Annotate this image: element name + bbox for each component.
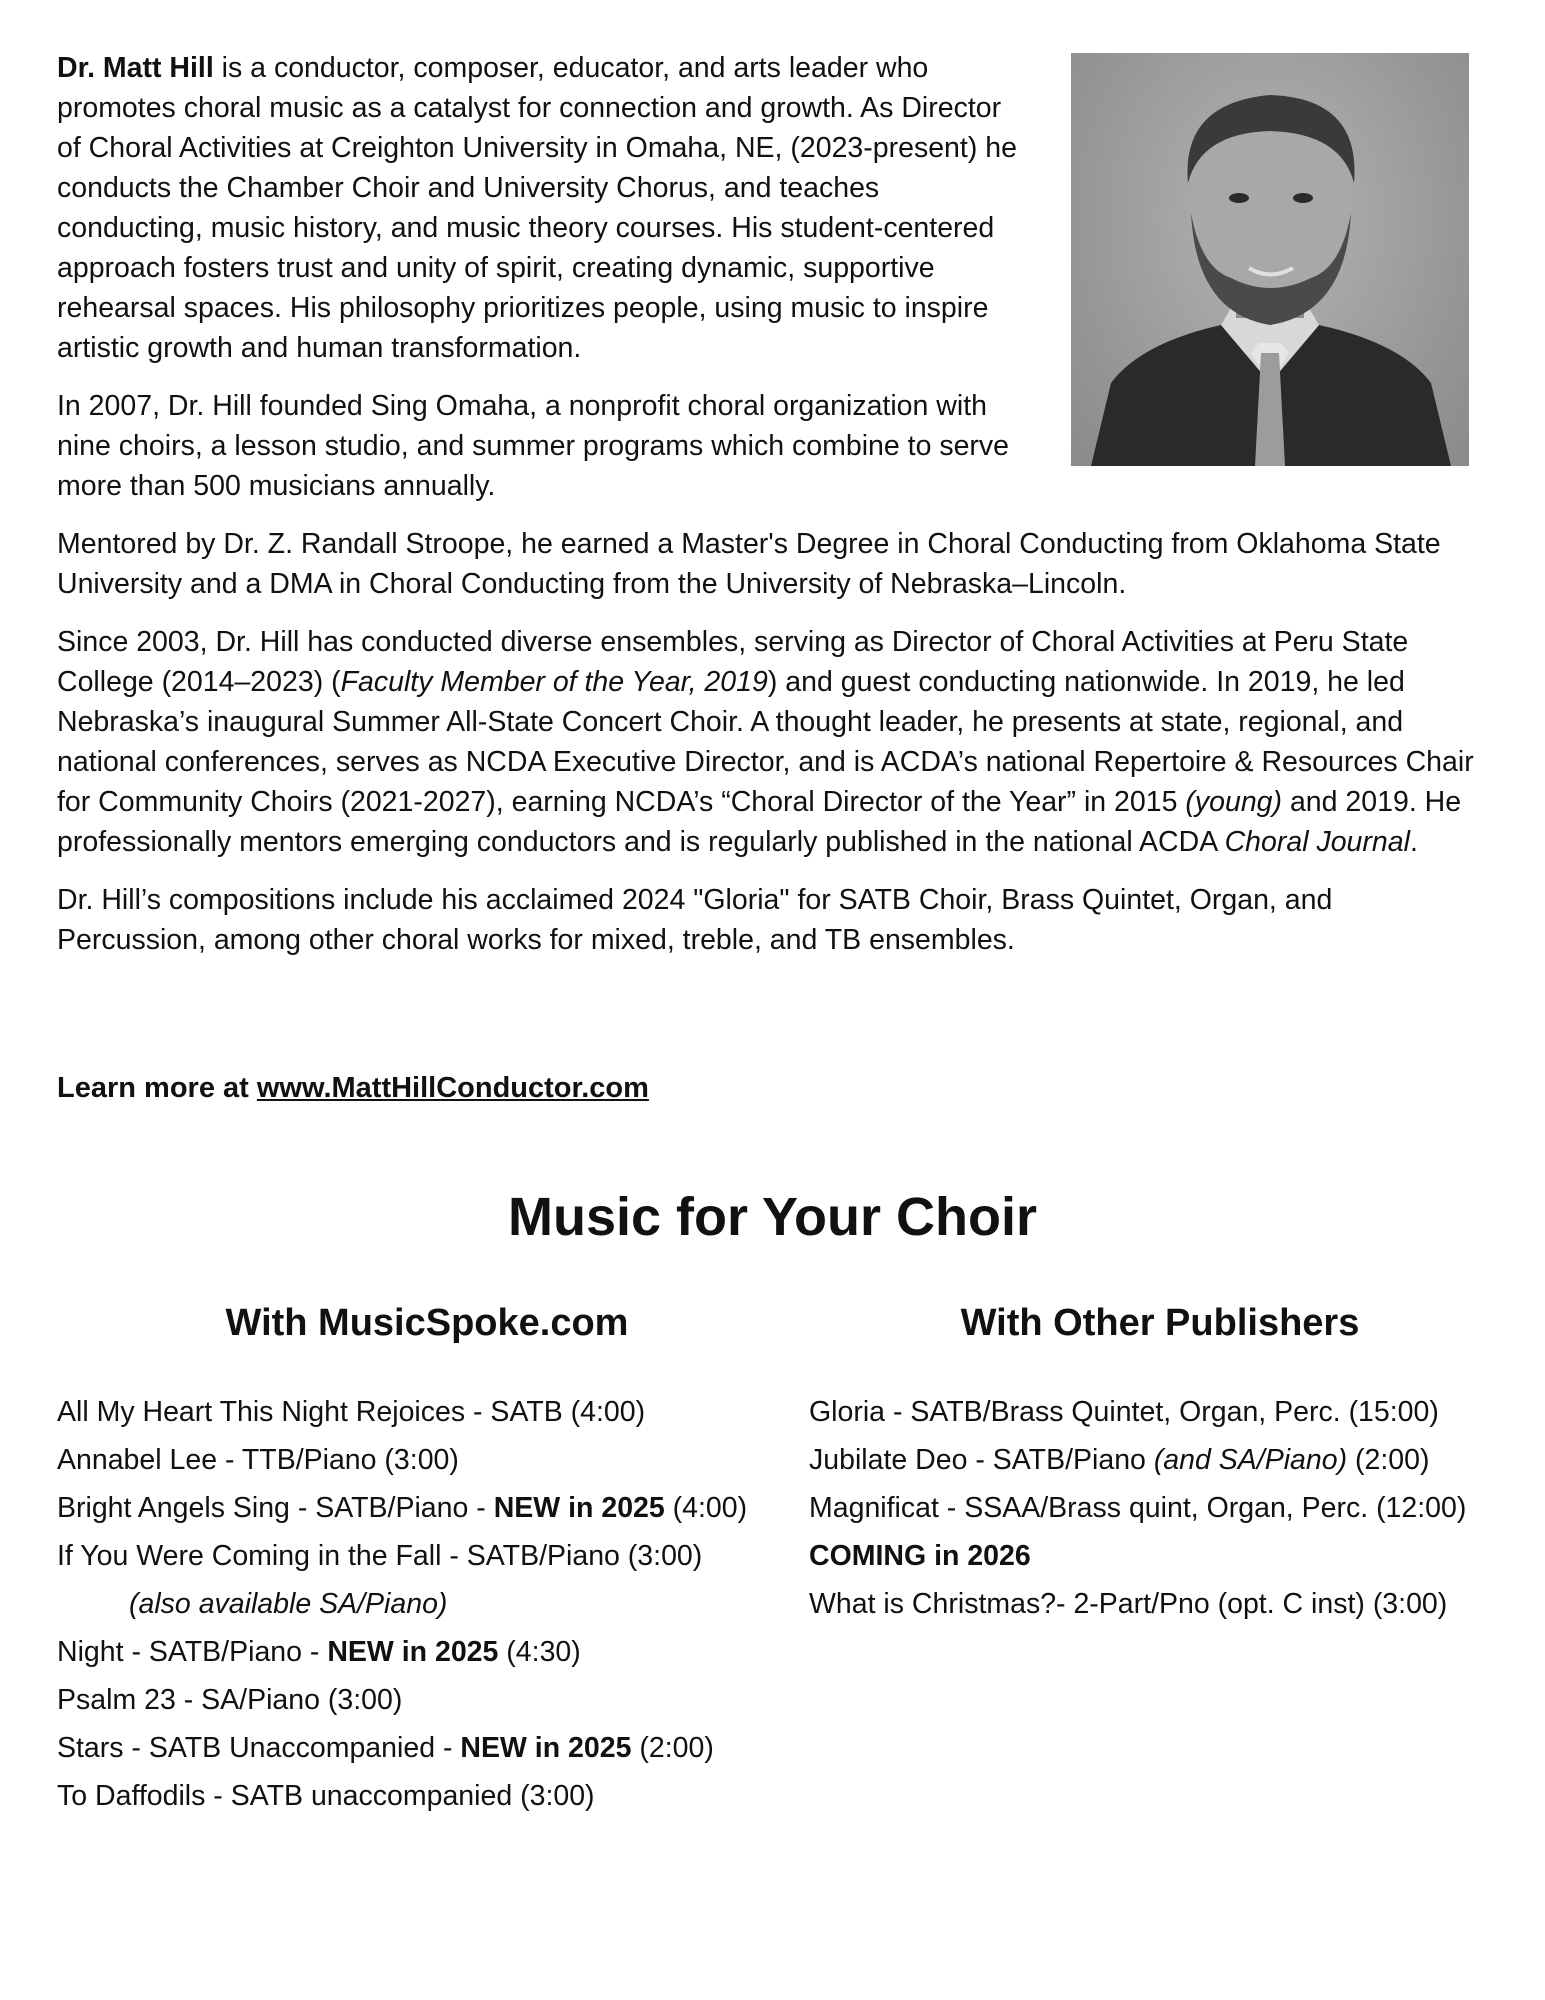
list-item-variant: (and SA/Piano) [1153,1444,1348,1476]
music-section-title: Music for Your Choir [507,1187,1038,1247]
list-item-text: Night - SATB/Piano - [57,1636,328,1668]
other-publishers-list [809,1388,1545,1628]
bio-young: (young) [1185,786,1283,818]
bio-paragraph-5: Dr. Hill’s compositions include his acclaimed 2024 "Gloria" for SATB Choir, Brass Quintet, Organ, and Percussion, among other choral works for mixed, treble, and TB ensembles. [57,884,1333,956]
learn-more [57,1072,649,1105]
musicspoke-heading: With MusicSpoke.com [225,1302,629,1344]
list-item: What is Christmas?- 2-Part/Pno (opt. C inst) (3:00) [809,1588,1448,1620]
list-item [57,1628,797,1676]
list-item: Magnificat - SSAA/Brass quint, Organ, Perc. (12:00) [809,1492,1467,1524]
bio-p1-text: is a conductor, composer, educator, and arts leader who promotes choral music as a catalyst for connection and growth. As Director of Choral Activities at Creighton University in Omaha, NE, (2023-present) he conducts the Chamber Choir and University Chorus, and teaches conducting, music history, and music theory courses. His student-centered approach fosters trust and unity of spirit, creating dynamic, supportive rehearsal spaces. His philosophy prioritizes people, using music to inspire artistic growth and human transformation. [57,52,1017,364]
list-item-duration: (2:00) [1347,1444,1430,1476]
list-item-note [57,1580,797,1628]
new-badge: NEW in 2025 [327,1636,499,1668]
list-item-duration: (2:00) [631,1732,714,1764]
list-item [57,1724,797,1772]
list-item: To Daffodils - SATB unaccompanied (3:00) [57,1780,595,1812]
list-item: Gloria - SATB/Brass Quintet, Organ, Perc. (15:00) [809,1396,1439,1428]
portrait-illustration [1071,53,1469,466]
list-item [57,1484,797,1532]
bio-paragraph-3: Mentored by Dr. Z. Randall Stroope, he earned a Master's Degree in Choral Conducting from Oklahoma State University and a DMA in Choral Conducting from the University of Nebraska–Lincoln. [57,528,1441,600]
list-item: Psalm 23 - SA/Piano (3:00) [57,1684,403,1716]
bio-p4-d: . [1409,826,1418,858]
bio-paragraph-4 [57,622,1477,862]
bio-paragraph-2: In 2007, Dr. Hill founded Sing Omaha, a nonprofit choral organization with nine choirs, a lesson studio, and summer programs which combine to serve more than 500 musicians annually. [57,390,1010,502]
list-item: All My Heart This Night Rejoices - SATB (4:00) [57,1396,646,1428]
new-badge: NEW in 2025 [460,1732,632,1764]
bio-p4-b: ) and guest conducting nationwide. In 2019, he led Nebraska’s inaugural Summer All-State Concert Choir. A thought leader, he presents at state, regional, and national conferences, serves as NCDA Executive Director, and is ACDA’s national Repertoire & Resources Chair for Community Choirs (2021-2027), earning NCDA’s “Choral Director of the Year” in 2015 [57,666,1474,818]
list-item-duration: (4:30) [498,1636,581,1668]
portrait-photo [1071,53,1469,466]
bio-p4-a: Since 2003, Dr. Hill has conducted diverse ensembles, serving as Director of Choral Activities at Peru State College (2014–2023) ( [57,626,1409,698]
list-item-text: Stars - SATB Unaccompanied - [57,1732,461,1764]
learn-more-prefix: Learn more at [57,1072,257,1104]
list-item-duration: (4:00) [664,1492,748,1524]
coming-soon-text: COMING in 2026 [809,1540,1031,1572]
bio-name: Dr. Matt Hill [57,52,214,84]
list-item-text: Bright Angels Sing - SATB/Piano - [57,1492,494,1524]
list-item: Annabel Lee - TTB/Piano (3:00) [57,1444,459,1476]
bio-paragraph-1 [57,48,1027,368]
bio-award: Faculty Member of the Year, 2019 [340,666,768,698]
coming-soon-label [809,1532,1545,1580]
musicspoke-list [57,1388,797,1820]
website-link[interactable]: www.MattHillConductor.com [256,1072,649,1104]
bio-journal: Choral Journal [1224,826,1410,858]
note-text: (also available SA/Piano) [129,1588,448,1620]
new-badge: NEW in 2025 [493,1492,665,1524]
list-item [809,1436,1545,1484]
list-item: If You Were Coming in the Fall - SATB/Piano (3:00) [57,1540,703,1572]
other-publishers-heading: With Other Publishers [960,1302,1360,1344]
list-item-text: Jubilate Deo - SATB/Piano [809,1444,1154,1476]
bio-p4-c: and 2019. He professionally mentors emerging conductors and is regularly published in the national ACDA [57,786,1462,858]
